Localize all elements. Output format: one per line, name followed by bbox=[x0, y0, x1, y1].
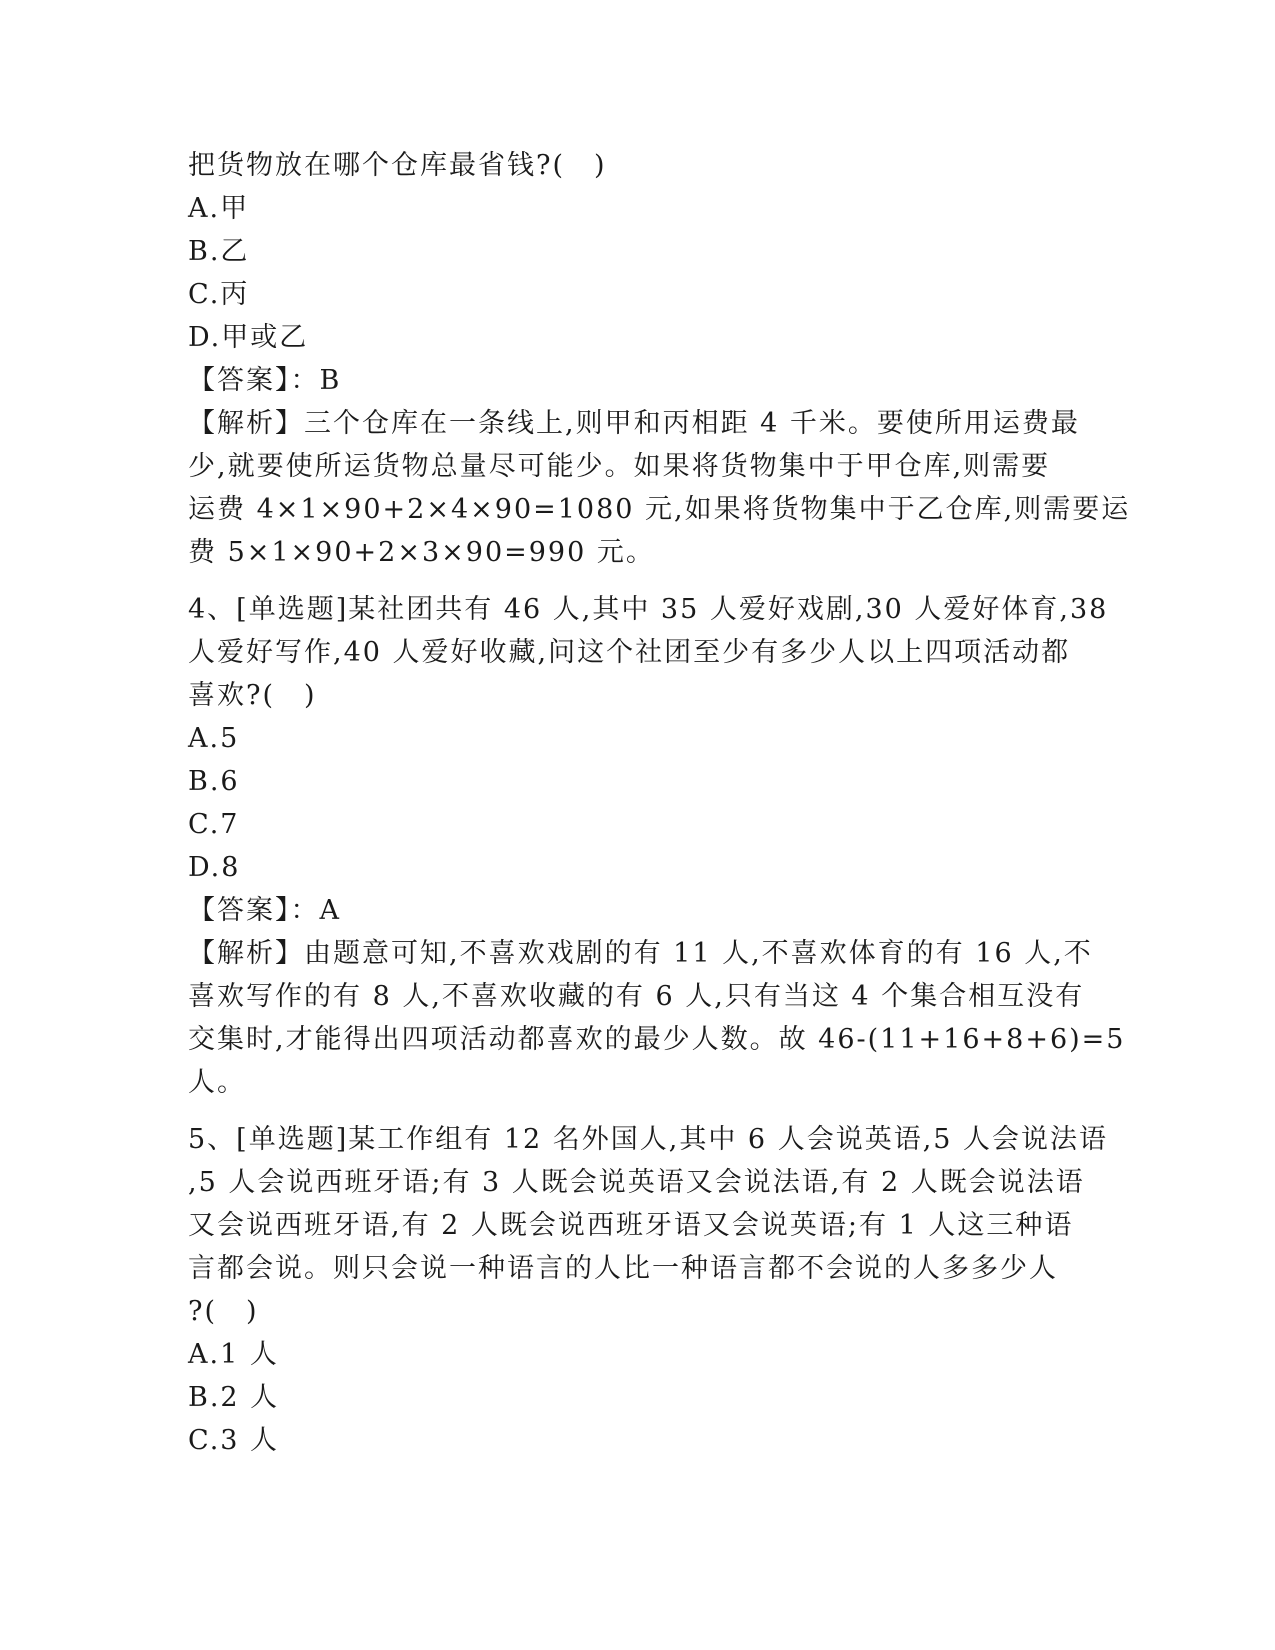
answer-line: 【答案】：A bbox=[188, 895, 341, 926]
question-3-tail bbox=[188, 144, 1131, 574]
question-stem-line: 又会说西班牙语,有 2 人既会说西班牙语又会说英语;有 1 人这三种语 bbox=[188, 1210, 1074, 1241]
option-c: C.丙 bbox=[188, 279, 250, 310]
question-5 bbox=[188, 1118, 1109, 1462]
question-stem-line: 4、[单选题]某社团共有 46 人,其中 35 人爱好戏剧,30 人爱好体育,38 bbox=[188, 594, 1109, 625]
option-a: A.甲 bbox=[188, 193, 250, 224]
question-stem-line: ,5 人会说西班牙语;有 3 人既会说英语又会说法语,有 2 人既会说法语 bbox=[188, 1167, 1085, 1198]
analysis-line: 交集时,才能得出四项活动都喜欢的最少人数。故 46-(11+16+8+6)=5 bbox=[188, 1024, 1126, 1055]
analysis-line: 【解析】由题意可知,不喜欢戏剧的有 11 人,不喜欢体育的有 16 人,不 bbox=[188, 938, 1093, 969]
analysis-line: 运费 4×1×90+2×4×90=1080 元,如果将货物集中于乙仓库,则需要运 bbox=[188, 494, 1131, 525]
analysis-line: 喜欢写作的有 8 人,不喜欢收藏的有 6 人,只有当这 4 个集合相互没有 bbox=[188, 981, 1085, 1012]
option-b: B.2 人 bbox=[188, 1382, 280, 1413]
analysis-line: 人。 bbox=[188, 1067, 246, 1098]
paragraph-gap bbox=[188, 1104, 1088, 1118]
option-b: B.6 bbox=[188, 766, 240, 797]
question-stem-line: 言都会说。则只会说一种语言的人比一种语言都不会说的人多多少人 bbox=[188, 1253, 1058, 1284]
option-d: D.8 bbox=[188, 852, 241, 883]
option-c: C.7 bbox=[188, 809, 240, 840]
paragraph-gap bbox=[188, 574, 1088, 588]
answer-line: 【答案】：B bbox=[188, 365, 342, 396]
document-body bbox=[188, 144, 1131, 1462]
option-a: A.1 人 bbox=[188, 1339, 279, 1370]
question-4 bbox=[188, 588, 1126, 1104]
option-a: A.5 bbox=[188, 723, 240, 754]
question-stem-line: 喜欢?( ) bbox=[188, 680, 317, 711]
option-d: D.甲或乙 bbox=[188, 322, 309, 353]
analysis-line: 少,就要使所运货物总量尽可能少。如果将货物集中于甲仓库,则需要 bbox=[188, 451, 1051, 482]
analysis-line: 【解析】三个仓库在一条线上,则甲和丙相距 4 千米。要使所用运费最 bbox=[188, 408, 1080, 439]
question-stem-line: 5、[单选题]某工作组有 12 名外国人,其中 6 人会说英语,5 人会说法语 bbox=[188, 1124, 1109, 1155]
analysis-line: 费 5×1×90+2×3×90=990 元。 bbox=[188, 537, 655, 568]
question-stem-end: 把货物放在哪个仓库最省钱?( ) bbox=[188, 150, 607, 181]
option-c: C.3 人 bbox=[188, 1425, 280, 1456]
question-stem-line: 人爱好写作,40 人爱好收藏,问这个社团至少有多少人以上四项活动都 bbox=[188, 637, 1071, 668]
option-b: B.乙 bbox=[188, 236, 250, 267]
question-stem-line: ?( ) bbox=[188, 1296, 259, 1327]
